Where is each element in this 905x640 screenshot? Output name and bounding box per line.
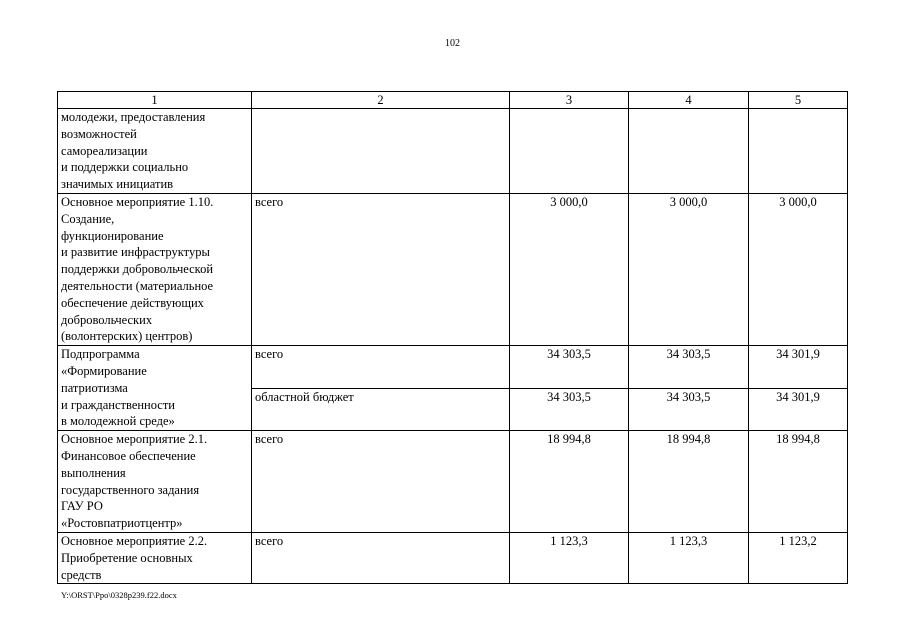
footer-file-path: Y:\ORST\Ppo\0328p239.f22.docx [61,590,177,600]
program-name-line: поддержки добровольческой [61,262,214,277]
column-header-2: 2 [252,92,510,109]
value-col4-cell: 18 994,8 [629,431,749,533]
program-name-cell [58,431,252,533]
program-name-line: и развитие инфраструктуры [61,245,210,260]
value-col3-cell: 3 000,0 [510,193,629,345]
funding-source-cell: всего [252,431,510,533]
value-col3-cell: 34 303,5 [510,346,629,388]
program-name-line: Финансовое обеспечение [61,448,196,463]
budget-table [57,91,848,584]
program-name-line: молодежи, предоставления [61,110,206,124]
column-header-4: 4 [629,92,749,109]
value-col4-cell: 1 123,3 [629,532,749,583]
program-name-line: добровольческих [61,312,153,327]
column-header-5: 5 [749,92,848,109]
program-name-cell [58,193,252,345]
funding-source-cell [252,109,510,194]
value-col5-cell: 18 994,8 [749,431,848,533]
program-name-line: ГАУ РО [61,499,103,514]
column-header-3: 3 [510,92,629,109]
program-name-cell [58,532,252,583]
program-name-line: в молодежной среде» [61,414,175,429]
program-name-line: государственного задания [61,482,200,497]
value-col5-cell [749,109,848,194]
value-col4-cell: 34 303,5 [629,388,749,431]
program-name-line: Основное мероприятие 2.1. [61,432,208,447]
program-name-cell [58,346,252,431]
table-row [58,193,848,345]
program-name-line: и поддержки социально [61,160,189,175]
value-col4-cell: 34 303,5 [629,346,749,388]
value-col5-cell: 1 123,2 [749,532,848,583]
funding-source-cell: всего [252,193,510,345]
funding-source-cell: всего [252,346,510,388]
program-name-line: «Формирование [61,363,147,378]
program-name-line: функционирование [61,228,164,243]
value-col4-cell: 3 000,0 [629,193,749,345]
table-row [58,431,848,533]
program-name-line: возможностей [61,126,137,141]
value-col3-cell [510,109,629,194]
value-col5-cell: 34 301,9 [749,388,848,431]
program-name-line: (волонтерских) центров) [61,329,193,344]
program-name-line: Создание, [61,211,115,226]
program-name-line: патриотизма [61,380,128,395]
program-name-line: Подпрограмма [61,347,140,362]
value-col5-cell: 34 301,9 [749,346,848,388]
table-row [58,532,848,583]
program-name-line: Основное мероприятие 2.2. [61,533,208,548]
page-number: 102 [445,38,460,49]
table-row [58,109,848,194]
funding-source-cell: всего [252,532,510,583]
value-col4-cell [629,109,749,194]
program-name-line: выполнения [61,465,126,480]
table-row [58,346,848,388]
program-name-line: Основное мероприятие 1.10. [61,194,214,209]
program-name-line: деятельности (материальное [61,278,214,293]
program-name-line: самореализации [61,143,148,158]
program-name-line: Приобретение основных [61,550,193,565]
program-name-line: средств [61,567,102,582]
value-col3-cell: 34 303,5 [510,388,629,431]
table-header-row [58,92,848,109]
column-header-1: 1 [58,92,252,109]
funding-source-cell: областной бюджет [252,388,510,431]
value-col3-cell: 1 123,3 [510,532,629,583]
value-col3-cell: 18 994,8 [510,431,629,533]
value-col5-cell: 3 000,0 [749,193,848,345]
program-name-line: «Ростовпатриотцентр» [61,516,183,531]
program-name-cell [58,109,252,194]
program-name-line: обеспечение действующих [61,295,204,310]
program-name-line: и гражданственности [61,397,176,412]
program-name-line: значимых инициатив [61,177,174,192]
